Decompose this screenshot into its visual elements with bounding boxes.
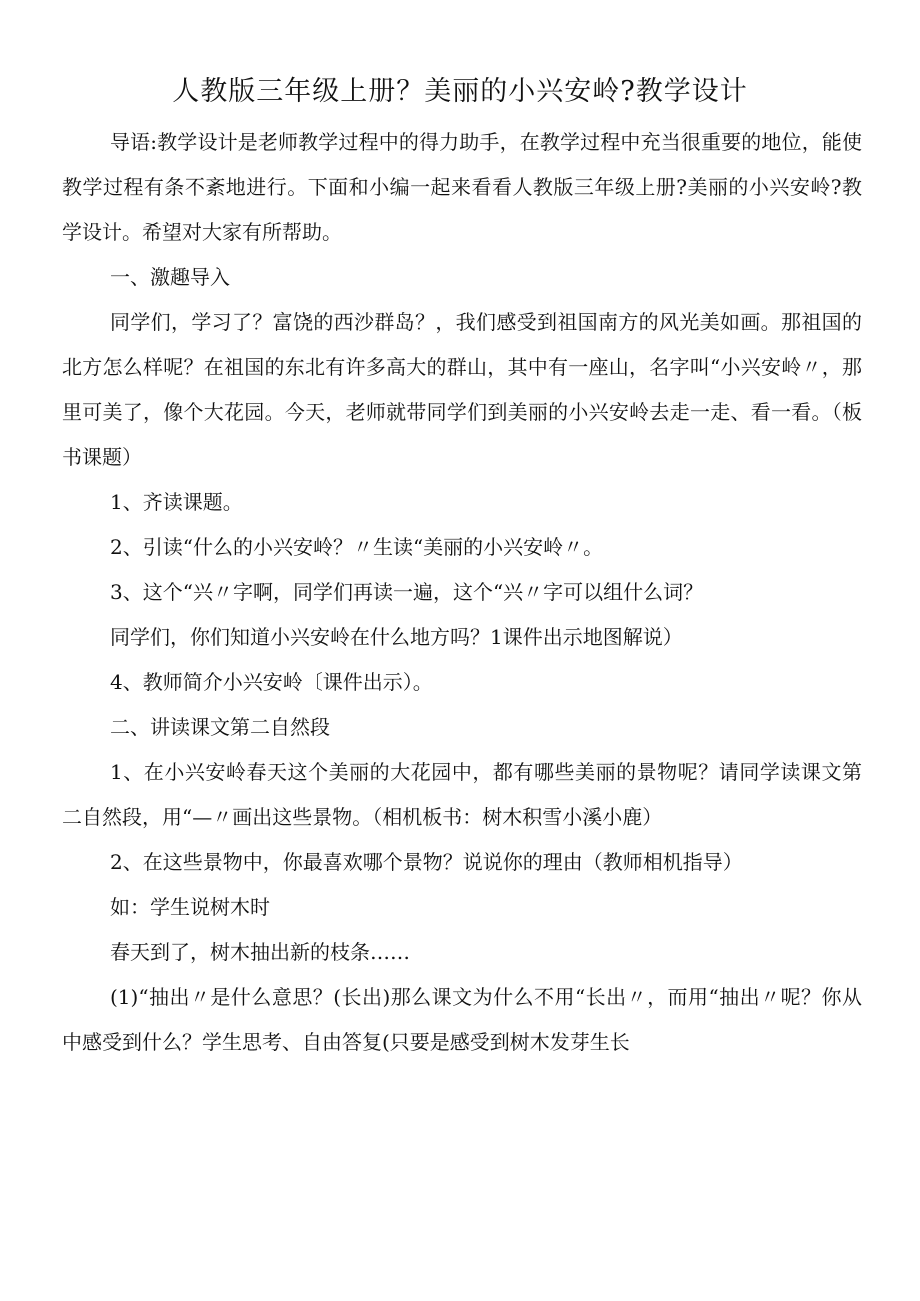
heading-section-two: 二、讲读课文第二自然段 [110,715,330,739]
list-item-section-two-2: 2、在这些景物中，你最喜欢哪个景物？说说你的理由（教师相机指导） [110,850,743,874]
document-body [62,120,862,1065]
paragraph-quote: 春天到了，树木抽出新的枝条…… [110,940,410,964]
paragraph-example: 如：学生说树木时 [110,895,270,919]
heading-section-one: 一、激趣导入 [110,265,230,289]
paragraph-subitem-1: (1)“抽出〃是什么意思？(长出)那么课文为什么不用“长出〃，而用“抽出〃呢？你从中感受到什么？学生思考、自由答复(只要是感受到树木发芽生长 [62,985,862,1054]
document-title: 人教版三年级上册？美丽的小兴安岭?教学设计 [172,76,748,107]
list-item-1: 1、齐读课题。 [110,490,243,514]
list-item-4: 4、教师简介小兴安岭〔课件出示）。 [110,670,433,694]
paragraph-intro: 导语:教学设计是老师教学过程中的得力助手，在教学过程中充当很重要的地位，能使教学过程有条不紊地进行。下面和小编一起来看看人教版三年级上册?美丽的小兴安岭?教学设计。希望对大家有所帮助。 [62,130,862,244]
list-item-section-two-1: 1、在小兴安岭春天这个美丽的大花园中，都有哪些美丽的景物呢？请同学读课文第二自然段，用“—〃画出这些景物。（相机板书：树木积雪小溪小鹿） [62,760,862,829]
list-item-3: 3、这个“兴〃字啊，同学们再读一遍，这个“兴〃字可以组什么词？ [110,580,704,604]
paragraph-lead-in: 同学们，学习了？富饶的西沙群岛？，我们感受到祖国南方的风光美如画。那祖国的北方怎么样呢？在祖国的东北有许多高大的群山，其中有一座山，名字叫“小兴安岭〃，那里可美了，像个大花园。今天，老师就带同学们到美丽的小兴安岭去走一走、看一看。（板书课题） [62,310,862,469]
list-item-2: 2、引读“什么的小兴安岭？〃生读“美丽的小兴安岭〃。 [110,535,604,559]
paragraph-map-question: 同学们，你们知道小兴安岭在什么地方吗？1课件出示地图解说） [110,625,683,649]
